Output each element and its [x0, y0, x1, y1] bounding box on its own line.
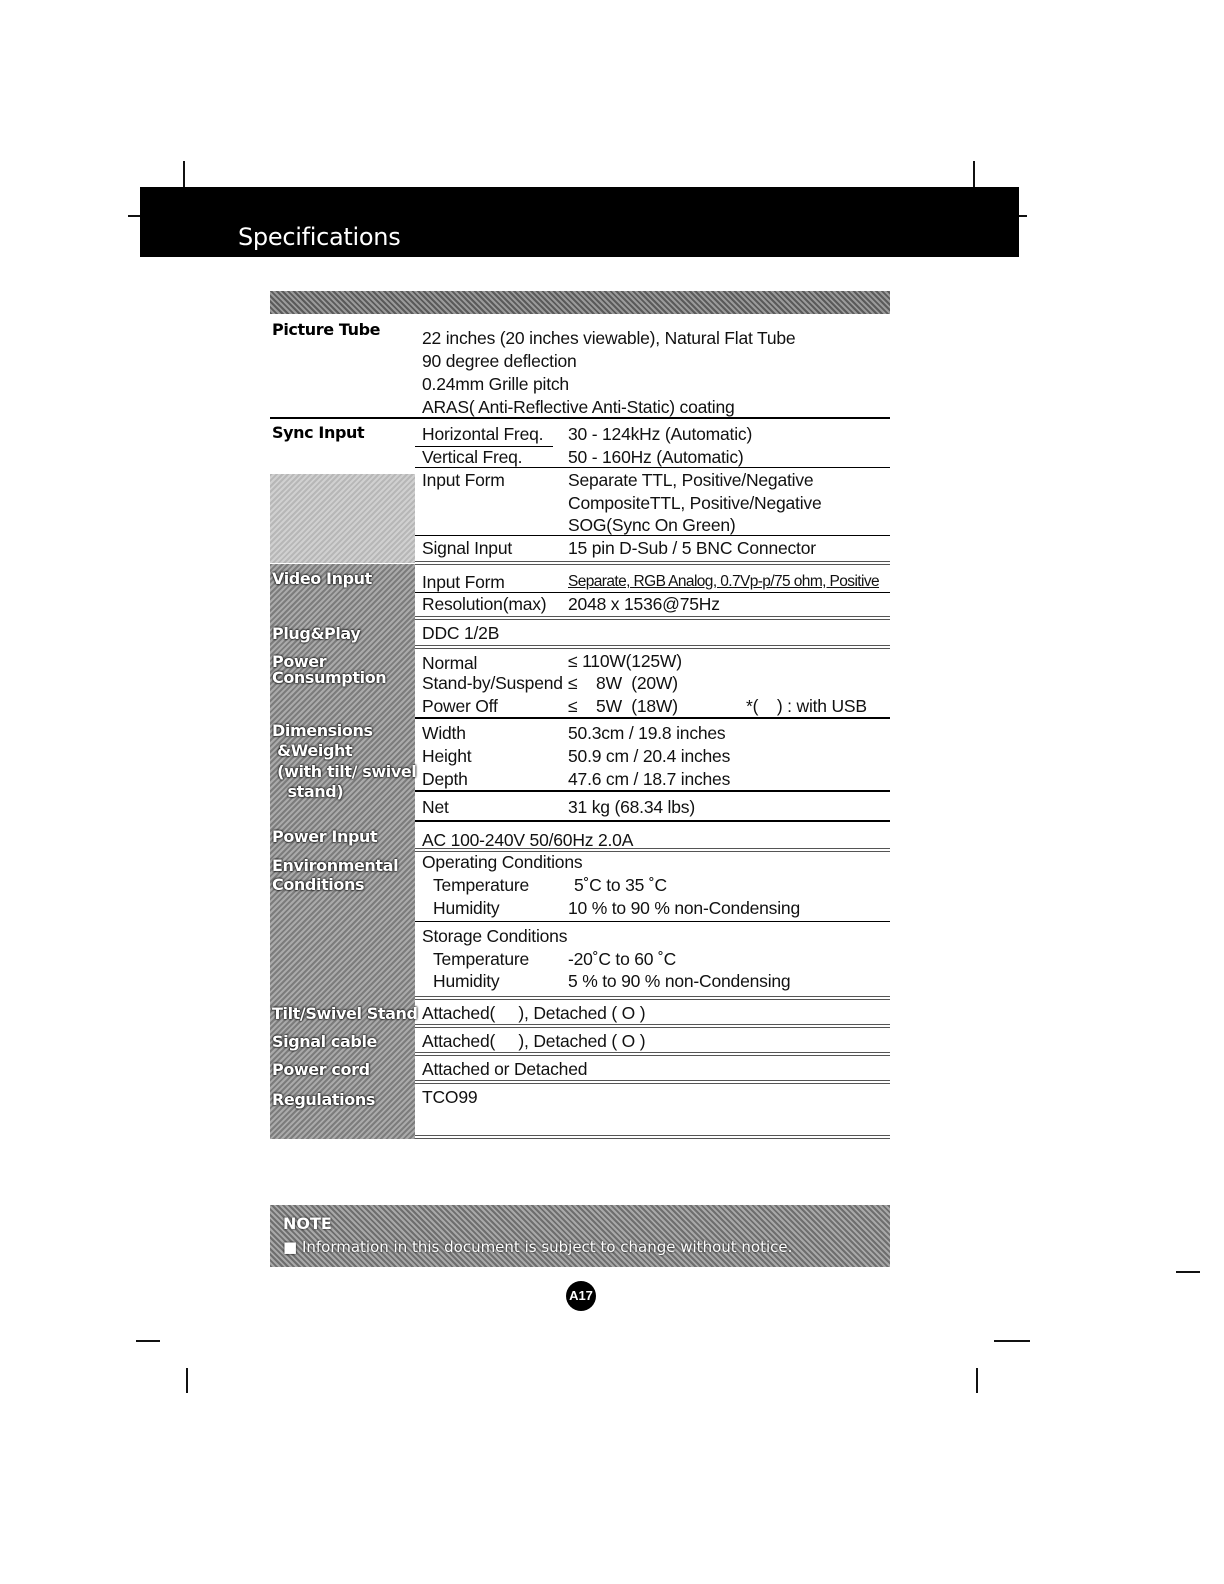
spec-value: ≤ 8W (20W) [568, 673, 678, 693]
spec-value: 5˚C to 35 ˚C [574, 875, 667, 895]
spec-value: 31 kg (68.34 lbs) [568, 797, 695, 817]
spec-value: ≤ 110W(125W) [568, 651, 682, 671]
spec-key: Net [422, 797, 449, 817]
section-divider [415, 820, 890, 822]
spec-key: Humidity [433, 898, 500, 918]
crop-mark [183, 161, 185, 187]
label-background [270, 564, 415, 1139]
row-divider [415, 790, 890, 792]
crop-mark [976, 1368, 978, 1393]
spec-value: Separate, RGB Analog, 0.7Vp-p/75 ohm, Positive [568, 573, 880, 590]
note-text: ■ Information in this document is subject to change without notice. [283, 1238, 793, 1256]
spec-value: Attached or Detached [422, 1059, 588, 1079]
spec-key: Input Form [422, 572, 505, 592]
spec-value: TCO99 [422, 1087, 478, 1107]
label-plug-play: Plug&Play [272, 624, 361, 643]
label-background [270, 474, 415, 563]
spec-key: Temperature [433, 875, 530, 895]
label-tilt-swivel: (with tilt/ swivel [272, 762, 417, 781]
picture-tube-line: 22 inches (20 inches viewable), Natural Flat Tube [422, 328, 796, 348]
table-top-stripe [270, 291, 890, 314]
label-signal-cable: Signal cable [272, 1032, 377, 1051]
page-title: Specifications [238, 223, 401, 251]
usb-note: *( ) : with USB [746, 696, 867, 716]
label-sync-input: Sync Input [272, 423, 365, 442]
spec-value: Separate TTL, Positive/Negative [568, 470, 814, 490]
row-divider [415, 535, 890, 536]
spec-value: 47.6 cm / 18.7 inches [568, 769, 731, 789]
crop-mark [136, 1340, 160, 1342]
spec-key: Normal [422, 653, 478, 673]
label-consumption: Consumption [272, 668, 387, 687]
label-power-input: Power Input [272, 827, 378, 846]
spec-key: Vertical Freq. [422, 447, 523, 467]
spec-value: Attached( ), Detached ( O ) [422, 1003, 646, 1023]
spec-key: Width [422, 723, 466, 743]
spec-key: Depth [422, 769, 468, 789]
section-divider [415, 1052, 890, 1056]
spec-key: Humidity [433, 971, 500, 991]
section-divider [415, 1080, 890, 1084]
spec-key: Stand-by/Suspend [422, 673, 563, 693]
section-divider [415, 645, 890, 649]
picture-tube-line: ARAS( Anti-Reflective Anti-Static) coating [422, 397, 735, 417]
label-stand: stand) [272, 782, 344, 801]
spec-key: Resolution(max) [422, 594, 547, 614]
crop-mark [994, 1340, 1030, 1342]
section-divider [415, 561, 890, 565]
section-divider [415, 717, 890, 719]
section-divider [415, 1024, 890, 1028]
label-power-cord: Power cord [272, 1060, 370, 1079]
note-box [270, 1205, 890, 1267]
header-bar [140, 187, 1019, 257]
spec-value: 15 pin D-Sub / 5 BNC Connector [568, 538, 816, 558]
spec-value: 10 % to 90 % non-Condensing [568, 898, 800, 918]
spec-key: Signal Input [422, 538, 513, 558]
label-weight: &Weight [272, 741, 353, 760]
picture-tube-line: 0.24mm Grille pitch [422, 374, 569, 394]
crop-mark [1019, 215, 1027, 217]
crop-mark [1176, 1271, 1200, 1273]
section-divider [415, 996, 890, 1000]
spec-value: 2048 x 1536@75Hz [568, 594, 720, 614]
spec-value: CompositeTTL, Positive/Negative [568, 493, 822, 513]
label-environmental: Environmental [272, 856, 399, 875]
crop-mark [973, 161, 975, 187]
row-divider [415, 921, 890, 922]
spec-value: -20˚C to 60 ˚C [568, 949, 677, 969]
label-picture-tube: Picture Tube [272, 320, 381, 339]
spec-value: SOG(Sync On Green) [568, 515, 736, 535]
label-video-input: Video Input [272, 569, 372, 588]
spec-value: DDC 1/2B [422, 623, 500, 643]
label-conditions: Conditions [272, 875, 365, 894]
spec-value: 50.3cm / 19.8 inches [568, 723, 726, 743]
row-divider [270, 417, 890, 419]
crop-mark [186, 1368, 188, 1393]
spec-value: 50.9 cm / 20.4 inches [568, 746, 731, 766]
spec-key: Height [422, 746, 472, 766]
spec-value: AC 100-240V 50/60Hz 2.0A [422, 830, 634, 850]
spec-value: 5 % to 90 % non-Condensing [568, 971, 791, 991]
section-divider [415, 616, 890, 620]
page-number-badge: A17 [566, 1281, 596, 1311]
label-power: Power [272, 652, 327, 671]
spec-value: ≤ 5W (18W) [568, 696, 678, 716]
row-divider [415, 467, 890, 468]
storage-title: Storage Conditions [422, 926, 568, 946]
operating-title: Operating Conditions [422, 852, 583, 872]
spec-value: 30 - 124kHz (Automatic) [568, 424, 753, 444]
label-dimensions: Dimensions [272, 721, 373, 740]
note-title: NOTE [283, 1214, 332, 1233]
spec-key: Horizontal Freq. [422, 424, 544, 444]
crop-mark [128, 215, 140, 217]
table-bottom-rule [415, 1135, 890, 1139]
spec-key: Input Form [422, 470, 505, 490]
spec-key: Power Off [422, 696, 498, 716]
spec-key: Temperature [433, 949, 530, 969]
label-regulations: Regulations [272, 1090, 375, 1109]
spec-value: 50 - 160Hz (Automatic) [568, 447, 744, 467]
label-tilt-stand: Tilt/Swivel Stand [272, 1004, 418, 1023]
spec-value: Attached( ), Detached ( O ) [422, 1031, 646, 1051]
picture-tube-line: 90 degree deflection [422, 351, 577, 371]
